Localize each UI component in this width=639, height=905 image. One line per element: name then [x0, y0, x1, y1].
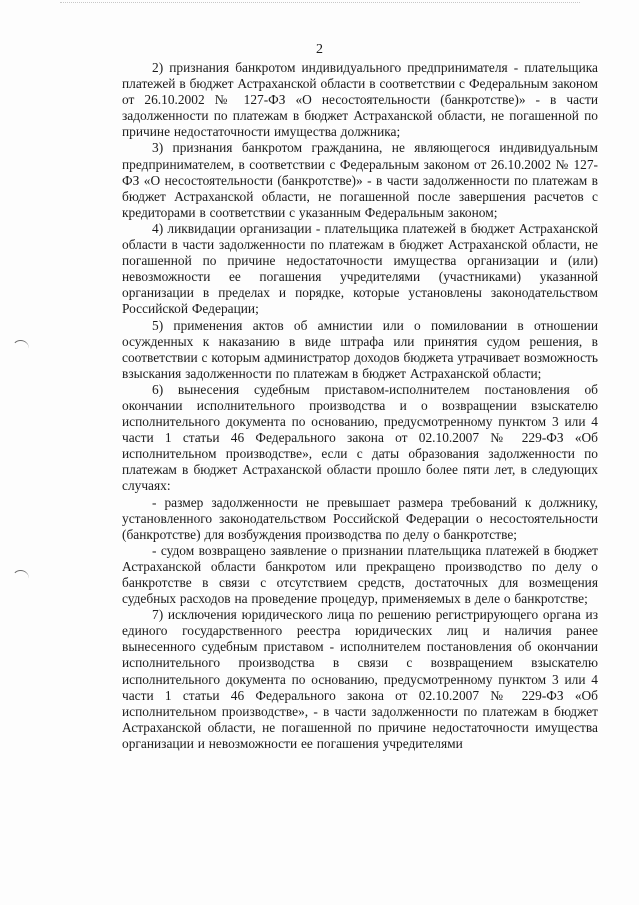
paragraph-subitem-court-return: - судом возвращено заявление о признании плательщика платежей в бюджет Астраханской области банкротом или прекращено производство по делу о банкротстве в связи с отсутствием средств, достаточных для возмещения судебных расходов на проведение процедур, применяемых в деле о банкротстве;: [122, 542, 598, 607]
paragraph-item-6: 6) вынесения судебным приставом-исполнителем постановления об окончании исполнительного производства и о возвращении взыскателю исполнительного документа по основанию, предусмотренному пунктом 3 или 4 части 1 статьи 46 Федерального закона от 02.10.2007 № 229-ФЗ «Об исполнительном производстве», если с даты образования задолженности по платежам в бюджет Астраханской области прошло более пяти лет, в следующих случаях:: [122, 381, 598, 494]
scan-edge-artifact: [60, 2, 580, 9]
paragraph-item-3: 3) признания банкротом гражданина, не являющегося индивидуальным предпринимателем, в соответствии с Федеральным законом от 26.10.2002 № 127-ФЗ «О несостоятельности (банкротстве)» - в части задолженности по платежам в бюджет Астраханской области, не погашенной после завершения расчетов с кредиторами в соответствии с указанным Федеральным законом;: [122, 140, 598, 220]
paragraph-item-5: 5) применения актов об амнистии или о помиловании в отношении осужденных к наказанию в виде штрафа или принятия судом решения, в соответствии с которым администратор доходов бюджета утрачивает возможность взыскания задолженности по платежам в бюджет Астраханской области;: [122, 317, 598, 381]
binding-hole-mark: [12, 340, 29, 351]
paragraph-item-7: 7) исключения юридического лица по решению регистрирующего органа из единого государственного реестра юридических лиц и наличия ранее вынесенного судебным приставом - исполнителем постановления об окончании исполнительного производства в связи с возвращением взыскателю исполнительного документа по основанию, предусмотренному пунктом 3 или 4 части 1 статьи 46 Федерального закона от 02.10.2007 № 229-ФЗ «Об исполнительном производстве», - в части задолженности по платежам в бюджет Астраханской области, не погашенной по причине недостаточности имущества организации и невозможности ее погашения учредителями: [122, 607, 598, 751]
paragraph-subitem-debt-size: - размер задолженности не превышает размера требований к должнику, установленного законодательством Российской Федерации о несостоятельности (банкротстве) для возбуждения производства по делу о банкротстве;: [122, 494, 598, 542]
page-number: 2: [316, 42, 323, 57]
paragraph-item-2: 2) признания банкротом индивидуального предпринимателя - плательщика платежей в бюджет Астраханской области в соответствии с Федеральным законом от 26.10.2002 № 127-ФЗ «О несостоятельности (банкротстве)» - в части задолженности по платежам в бюджет Астраханской области, не погашенной по причине недостаточности имущества должника;: [122, 60, 598, 140]
binding-hole-mark: [12, 570, 29, 581]
paragraph-item-4: 4) ликвидации организации - плательщика платежей в бюджет Астраханской области в части задолженности по платежам в бюджет Астраханской области, не погашенной по причине недостаточности имущества организации и (или) невозможности ее погашения учредителями (участниками) указанной организации в пределах и порядке, которые установлены законодательством Российской Федерации;: [122, 220, 598, 317]
document-body: [122, 60, 598, 752]
